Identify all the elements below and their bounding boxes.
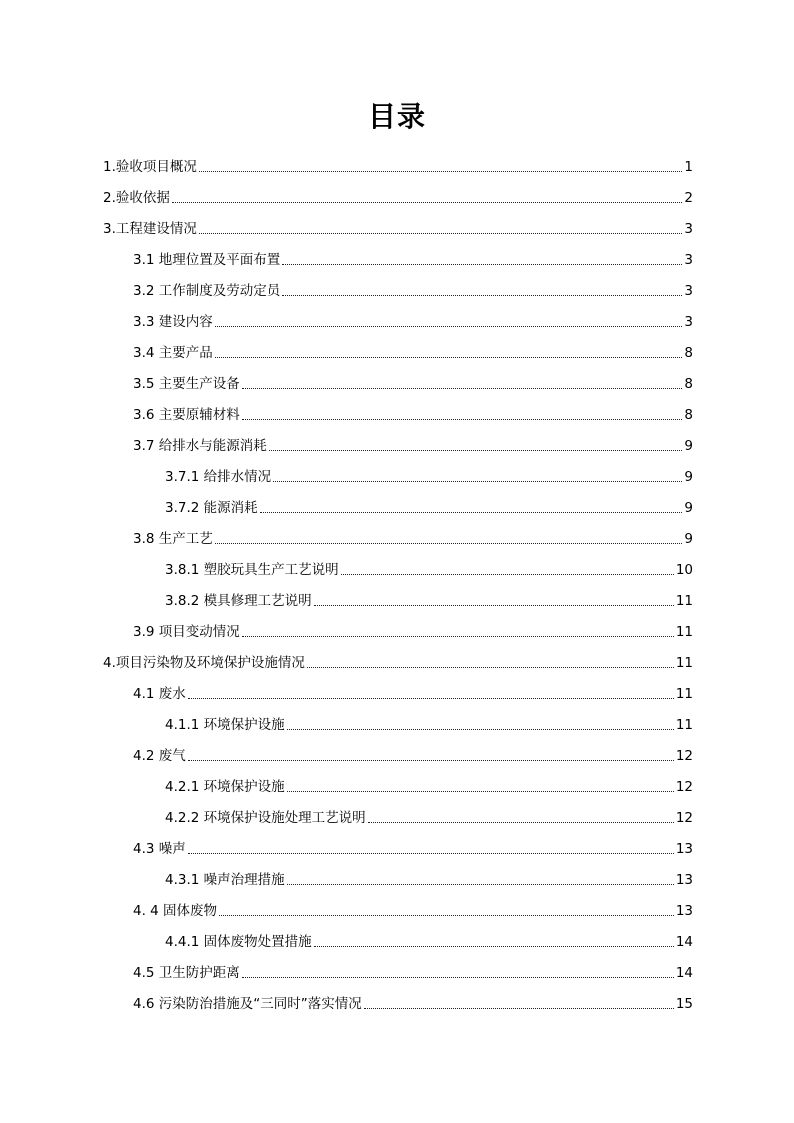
toc-entry-text: 3.8.1 塑胶玩具生产工艺说明 xyxy=(165,562,339,578)
toc-entry-text: 4. 4 固体废物 xyxy=(133,903,218,919)
toc-dot-leader xyxy=(188,760,674,761)
toc-page-number: 12 xyxy=(675,779,693,795)
toc-entry[interactable] xyxy=(103,245,693,276)
toc-dot-leader xyxy=(368,822,674,823)
toc-page-number: 3 xyxy=(684,221,693,237)
toc-entry[interactable] xyxy=(103,648,693,679)
toc-dot-leader xyxy=(260,512,683,513)
toc-entry-text: 4.1.1 环境保护设施 xyxy=(165,717,285,733)
toc-page-number: 15 xyxy=(675,996,693,1012)
toc-entry-text: 3.7.2 能源消耗 xyxy=(165,500,258,516)
toc-dot-leader xyxy=(287,729,674,730)
toc-dot-leader xyxy=(287,884,674,885)
toc-page-number: 14 xyxy=(675,934,693,950)
toc-entry[interactable] xyxy=(103,958,693,989)
toc-dot-leader xyxy=(364,1008,674,1009)
toc-dot-leader xyxy=(219,915,674,916)
toc-dot-leader xyxy=(242,636,674,637)
toc-entry-text: 2.验收依据 xyxy=(103,190,170,206)
toc-dot-leader xyxy=(341,574,674,575)
toc-entry[interactable] xyxy=(103,710,693,741)
toc-entry[interactable] xyxy=(103,865,693,896)
toc-dot-leader xyxy=(314,605,674,606)
toc-entry-text: 4.2.1 环境保护设施 xyxy=(165,779,285,795)
toc-entry[interactable] xyxy=(103,617,693,648)
toc-dot-leader xyxy=(287,791,674,792)
toc-entry-text: 3.工程建设情况 xyxy=(103,221,197,237)
toc-page-number: 13 xyxy=(675,872,693,888)
toc-page-number: 3 xyxy=(684,283,693,299)
toc-dot-leader xyxy=(172,202,683,203)
toc-dot-leader xyxy=(242,388,683,389)
toc-dot-leader xyxy=(273,481,682,482)
toc-page-number: 11 xyxy=(675,717,693,733)
toc-entry[interactable] xyxy=(103,927,693,958)
toc-page-number: 9 xyxy=(684,531,693,547)
toc-entry[interactable] xyxy=(103,369,693,400)
toc-entry-text: 4.6 污染防治措施及“三同时”落实情况 xyxy=(133,996,362,1012)
toc-entry-text: 4.5 卫生防护距离 xyxy=(133,965,240,981)
toc-entry-text: 3.2 工作制度及劳动定员 xyxy=(133,283,281,299)
toc-dot-leader xyxy=(269,450,683,451)
toc-dot-leader xyxy=(215,357,683,358)
toc-page-number: 12 xyxy=(675,748,693,764)
toc-entry-text: 3.5 主要生产设备 xyxy=(133,376,240,392)
toc-page-number: 11 xyxy=(675,593,693,609)
toc-page-number: 14 xyxy=(675,965,693,981)
toc-entry[interactable] xyxy=(103,152,693,183)
toc-entry-text: 3.7 给排水与能源消耗 xyxy=(133,438,267,454)
toc-dot-leader xyxy=(314,946,674,947)
toc-page-number: 9 xyxy=(684,438,693,454)
toc-entry-text: 3.6 主要原辅材料 xyxy=(133,407,240,423)
toc-entry[interactable] xyxy=(103,276,693,307)
toc-entry-text: 3.8 生产工艺 xyxy=(133,531,213,547)
toc-entry[interactable] xyxy=(103,214,693,245)
toc-dot-leader xyxy=(215,326,683,327)
table-of-contents xyxy=(103,152,693,1020)
toc-entry-text: 4.项目污染物及环境保护设施情况 xyxy=(103,655,305,671)
toc-entry-text: 1.验收项目概况 xyxy=(103,159,197,175)
toc-entry[interactable] xyxy=(103,183,693,214)
toc-page-number: 3 xyxy=(684,314,693,330)
toc-page-number: 11 xyxy=(675,655,693,671)
toc-entry[interactable] xyxy=(103,338,693,369)
toc-entry-text: 3.3 建设内容 xyxy=(133,314,213,330)
toc-entry[interactable] xyxy=(103,586,693,617)
toc-dot-leader xyxy=(188,698,674,699)
toc-entry[interactable] xyxy=(103,462,693,493)
toc-page-number: 9 xyxy=(684,469,693,485)
toc-entry-text: 3.9 项目变动情况 xyxy=(133,624,240,640)
toc-page-number: 1 xyxy=(684,159,693,175)
toc-entry-text: 4.4.1 固体废物处置措施 xyxy=(165,934,312,950)
toc-entry-text: 4.2 废气 xyxy=(133,748,186,764)
toc-entry[interactable] xyxy=(103,555,693,586)
toc-entry-text: 4.2.2 环境保护设施处理工艺说明 xyxy=(165,810,366,826)
toc-dot-leader xyxy=(307,667,674,668)
toc-dot-leader xyxy=(199,233,683,234)
page-title: 目录 xyxy=(367,100,426,133)
toc-page-number: 8 xyxy=(684,345,693,361)
toc-entry[interactable] xyxy=(103,307,693,338)
toc-entry[interactable] xyxy=(103,400,693,431)
toc-dot-leader xyxy=(242,977,674,978)
toc-entry[interactable] xyxy=(103,834,693,865)
toc-entry-text: 4.1 废水 xyxy=(133,686,186,702)
toc-dot-leader xyxy=(282,264,682,265)
toc-page-number: 13 xyxy=(675,841,693,857)
toc-page-number: 12 xyxy=(675,810,693,826)
toc-page-number: 10 xyxy=(675,562,693,578)
toc-entry[interactable] xyxy=(103,431,693,462)
toc-page-number: 13 xyxy=(675,903,693,919)
toc-dot-leader xyxy=(242,419,683,420)
toc-entry-text: 4.3 噪声 xyxy=(133,841,186,857)
toc-page-number: 9 xyxy=(684,500,693,516)
toc-page-number: 11 xyxy=(675,686,693,702)
toc-entry[interactable] xyxy=(103,989,693,1020)
toc-entry[interactable] xyxy=(103,772,693,803)
toc-page-number: 8 xyxy=(684,376,693,392)
toc-dot-leader xyxy=(282,295,682,296)
toc-dot-leader xyxy=(199,171,683,172)
toc-entry-text: 3.4 主要产品 xyxy=(133,345,213,361)
toc-entry[interactable] xyxy=(103,679,693,710)
toc-page-number: 8 xyxy=(684,407,693,423)
toc-entry[interactable] xyxy=(103,524,693,555)
toc-page-number: 11 xyxy=(675,624,693,640)
toc-entry[interactable] xyxy=(103,896,693,927)
toc-entry[interactable] xyxy=(103,803,693,834)
toc-entry-text: 3.7.1 给排水情况 xyxy=(165,469,272,485)
toc-entry-text: 3.8.2 模具修理工艺说明 xyxy=(165,593,312,609)
toc-entry-text: 4.3.1 噪声治理措施 xyxy=(165,872,285,888)
toc-dot-leader xyxy=(188,853,674,854)
toc-page-number: 2 xyxy=(684,190,693,206)
toc-entry-text: 3.1 地理位置及平面布置 xyxy=(133,252,281,268)
toc-entry[interactable] xyxy=(103,493,693,524)
toc-entry[interactable] xyxy=(103,741,693,772)
toc-dot-leader xyxy=(215,543,683,544)
toc-page-number: 3 xyxy=(684,252,693,268)
